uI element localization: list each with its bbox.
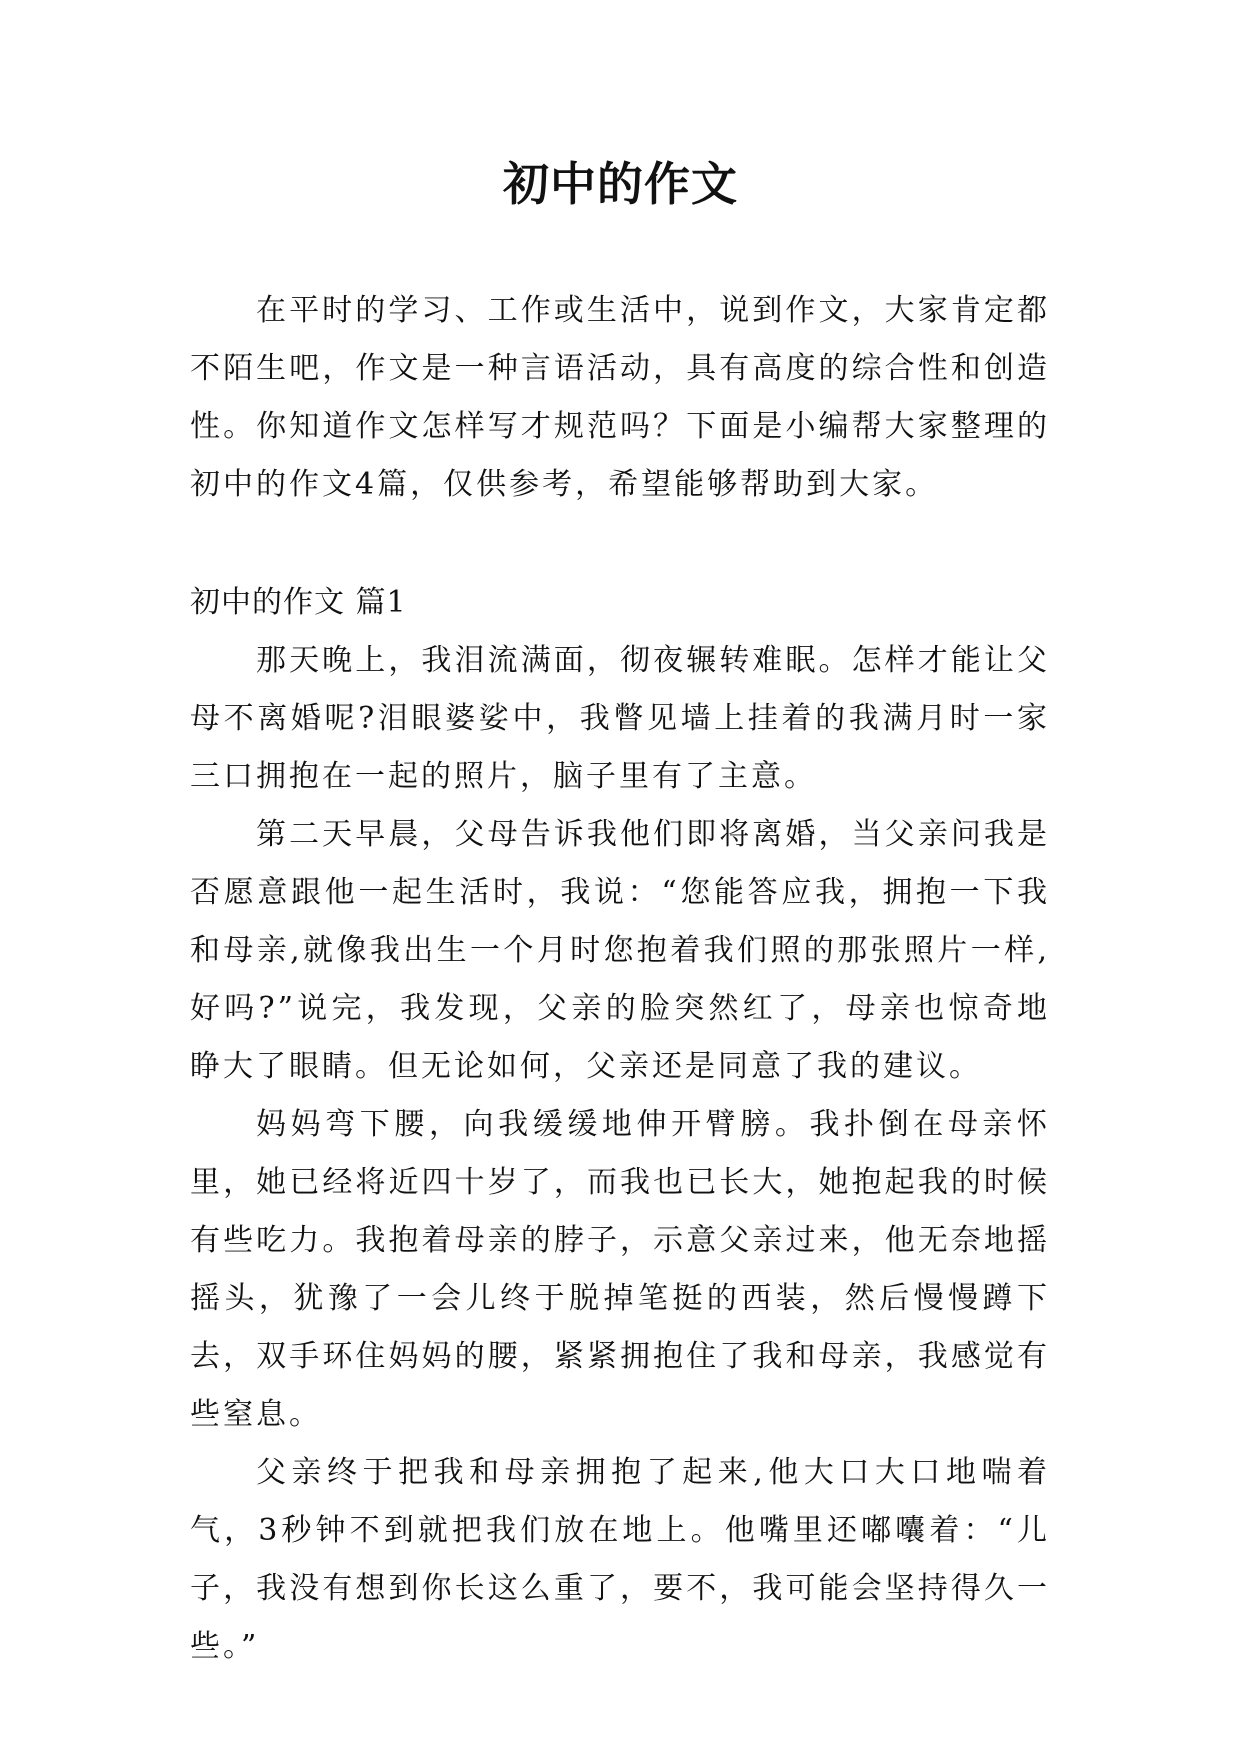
section-heading: 初中的作文 篇1 — [190, 585, 407, 620]
document-title: 初中的作文 — [503, 157, 738, 211]
body-paragraph: 第二天早晨，父母告诉我他们即将离婚，当父亲问我是否愿意跟他一起生活时，我说：“您能答应我，拥抱一下我和母亲,就像我出生一个月时您抱着我们照的那张照片一样,好吗?”说完，我发现，父亲的脸突然红了，母亲也惊奇地睁大了眼睛。但无论如何，父亲还是同意了我的建议。 — [190, 817, 1050, 1084]
body-paragraph: 妈妈弯下腰，向我缓缓地伸开臂膀。我扑倒在母亲怀里，她已经将近四十岁了，而我也已长大，她抱起我的时候有些吃力。我抱着母亲的脖子，示意父亲过来，他无奈地摇摇头，犹豫了一会儿终于脱掉笔挺的西装，然后慢慢蹲下去，双手环住妈妈的腰，紧紧拥抱住了我和母亲，我感觉有些窒息。 — [190, 1107, 1050, 1432]
body-paragraph: 那天晚上，我泪流满面，彻夜辗转难眠。怎样才能让父母不离婚呢?泪眼婆娑中，我瞥见墙上挂着的我满月时一家三口拥抱在一起的照片，脑子里有了主意。 — [190, 643, 1050, 794]
body-paragraph: 父亲终于把我和母亲拥抱了起来,他大口大口地喘着气，3秒钟不到就把我们放在地上。他嘴里还嘟囔着：“儿子，我没有想到你长这么重了，要不，我可能会坚持得久一些。” — [190, 1455, 1050, 1664]
intro-paragraph: 在平时的学习、工作或生活中，说到作文，大家肯定都不陌生吧，作文是一种言语活动，具有高度的综合性和创造性。你知道作文怎样写才规范吗？下面是小编帮大家整理的初中的作文4篇，仅供参考，希望能够帮助到大家。 — [190, 293, 1050, 502]
document-body — [190, 282, 1050, 1676]
